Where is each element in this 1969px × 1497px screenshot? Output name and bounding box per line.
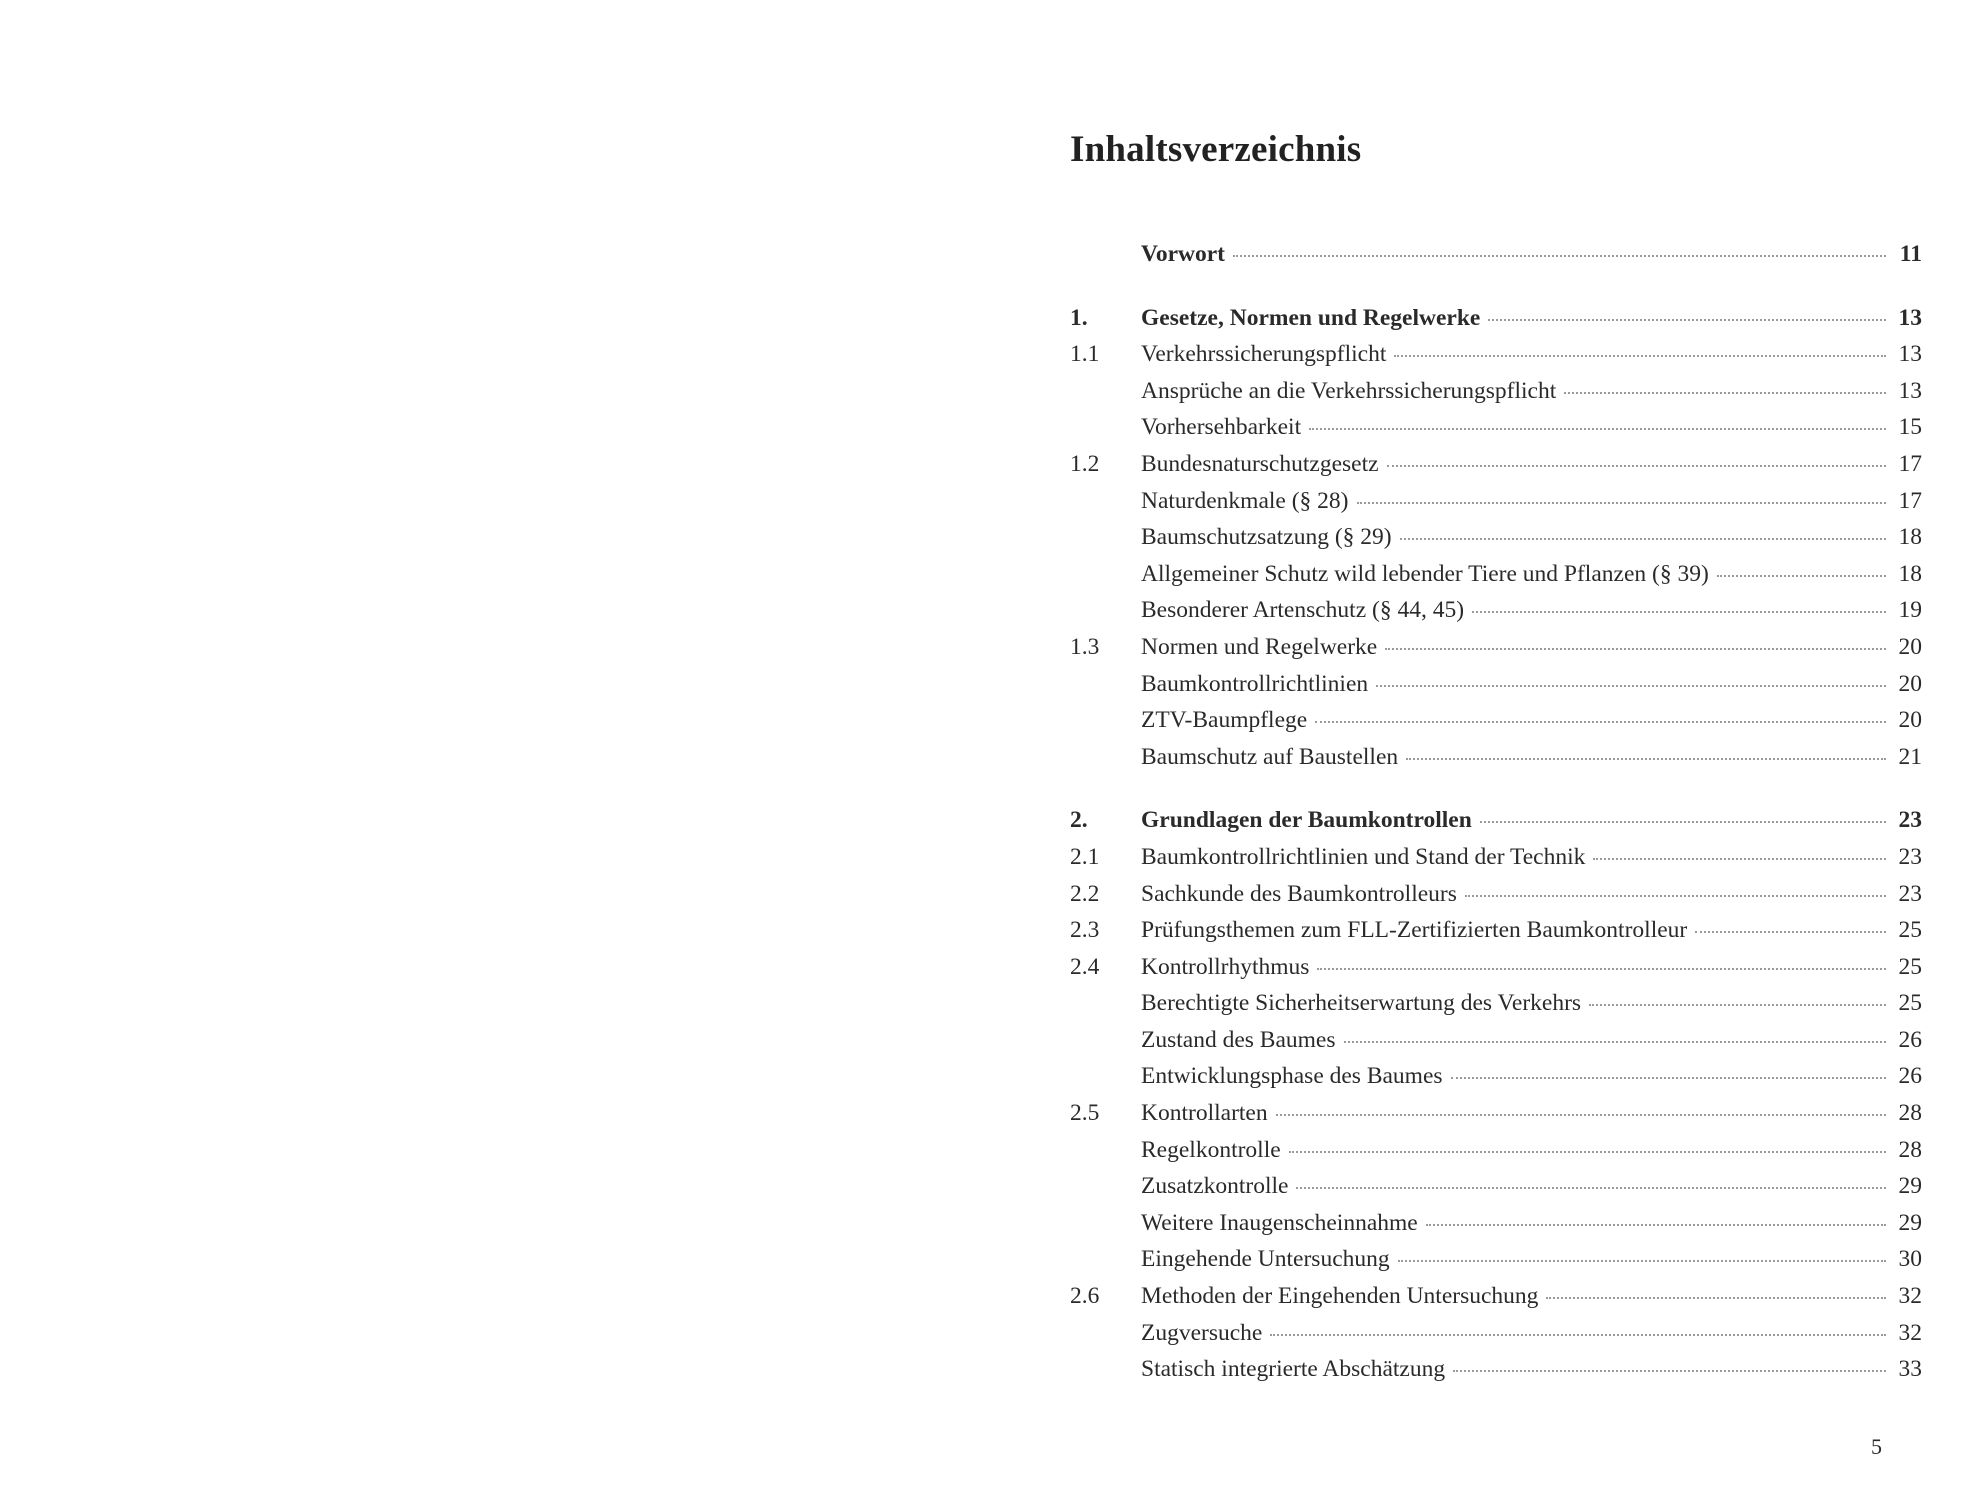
toc-dot-leader — [1472, 611, 1886, 613]
toc-entry-label: Eingehende Untersuchung — [1141, 1246, 1390, 1273]
toc-dot-leader — [1376, 685, 1886, 687]
right-page — [1070, 0, 1930, 1497]
toc-entry-page: 29 — [1898, 1209, 1922, 1236]
toc-entry — [1070, 666, 1922, 703]
toc-entry-number: 2. — [1070, 807, 1088, 834]
toc-entry — [1070, 1351, 1922, 1388]
toc-entry-page: 17 — [1898, 450, 1922, 477]
toc-dot-leader — [1387, 465, 1886, 467]
toc-dot-leader — [1453, 1370, 1886, 1372]
toc-entry-page: 15 — [1898, 414, 1922, 441]
toc-entry-label: Regelkontrolle — [1141, 1136, 1281, 1163]
toc-entry — [1070, 373, 1922, 410]
toc-dot-leader — [1717, 575, 1886, 577]
toc-dot-leader — [1309, 428, 1886, 430]
toc-entry-label: Sachkunde des Baumkontrolleurs — [1141, 880, 1457, 907]
toc-entry — [1070, 1278, 1922, 1315]
toc-entry-number: 2.3 — [1070, 917, 1100, 944]
toc-entry-label: Vorhersehbarkeit — [1141, 414, 1302, 441]
toc-entry-label: Statisch integrierte Abschätzung — [1141, 1356, 1446, 1383]
toc-entry — [1070, 592, 1922, 629]
toc-entry-page: 18 — [1898, 560, 1922, 587]
toc-entry — [1070, 839, 1922, 876]
toc-entry-label: Besonderer Artenschutz (§ 44, 45) — [1141, 597, 1465, 624]
toc-dot-leader — [1289, 1151, 1886, 1153]
toc-entry-label: Allgemeiner Schutz wild lebender Tiere und Pflanzen (§ 39) — [1141, 560, 1709, 587]
toc-entry-page: 28 — [1898, 1100, 1922, 1127]
toc-dot-leader — [1465, 895, 1886, 897]
toc-dot-leader — [1400, 538, 1886, 540]
toc-entry-page: 23 — [1898, 880, 1922, 907]
toc-entry-label: Grundlagen der Baumkontrollen — [1141, 807, 1472, 834]
toc-entry-label: Zusatzkontrolle — [1141, 1173, 1289, 1200]
toc-entry-number: 2.1 — [1070, 843, 1100, 870]
toc-entry — [1070, 876, 1922, 913]
toc-entry — [1070, 1315, 1922, 1352]
toc-entry-label: Gesetze, Normen und Regelwerke — [1141, 304, 1481, 331]
toc-dot-leader — [1589, 1004, 1886, 1006]
toc-entry — [1070, 1168, 1922, 1205]
table-of-contents — [1070, 236, 1922, 1388]
toc-entry-page: 18 — [1898, 524, 1922, 551]
toc-entry-number: 1.1 — [1070, 341, 1100, 368]
toc-entry-page: 20 — [1898, 707, 1922, 734]
toc-entry — [1070, 519, 1922, 556]
toc-entry — [1070, 446, 1922, 483]
toc-entry-page: 25 — [1898, 953, 1922, 980]
toc-dot-leader — [1276, 1114, 1886, 1116]
toc-entry-page: 23 — [1898, 843, 1922, 870]
toc-entry-page: 11 — [1899, 241, 1922, 267]
toc-entry — [1070, 300, 1922, 337]
toc-dot-leader — [1317, 968, 1886, 970]
toc-entry-number: 2.4 — [1070, 953, 1100, 980]
toc-entry-label: Naturdenkmale (§ 28) — [1141, 487, 1349, 514]
toc-entry — [1070, 985, 1922, 1022]
toc-entry — [1070, 629, 1922, 666]
toc-entry — [1070, 1241, 1922, 1278]
toc-entry-number: 2.2 — [1070, 880, 1100, 907]
toc-entry-page: 33 — [1898, 1356, 1922, 1383]
toc-entry-number: 2.5 — [1070, 1100, 1100, 1127]
toc-entry-label: Methoden der Eingehenden Untersuchung — [1141, 1283, 1539, 1310]
toc-dot-leader — [1480, 821, 1886, 823]
toc-entry-label: Prüfungsthemen zum FLL-Zertifizierten Baumkontrolleur — [1141, 917, 1688, 944]
toc-entry-page: 13 — [1898, 304, 1922, 331]
page-title: Inhaltsverzeichnis — [1070, 129, 1362, 170]
toc-entry-label: Baumkontrollrichtlinien und Stand der Technik — [1141, 843, 1586, 870]
toc-dot-leader — [1426, 1224, 1886, 1226]
toc-entry-number: 2.6 — [1070, 1283, 1100, 1310]
toc-entry — [1070, 1132, 1922, 1169]
toc-entry-label: Kontrollrhythmus — [1141, 953, 1310, 980]
toc-entry-page: 13 — [1898, 377, 1922, 404]
toc-entry-page: 25 — [1898, 990, 1922, 1017]
toc-dot-leader — [1488, 319, 1886, 321]
toc-entry — [1070, 912, 1922, 949]
toc-entry-label: Verkehrssicherungspflicht — [1141, 341, 1387, 368]
toc-dot-leader — [1394, 355, 1886, 357]
toc-entry-page: 13 — [1898, 341, 1922, 368]
toc-dot-leader — [1385, 648, 1886, 650]
toc-entry-number: 1. — [1070, 304, 1088, 331]
toc-dot-leader — [1344, 1041, 1887, 1043]
toc-dot-leader — [1695, 931, 1886, 933]
toc-dot-leader — [1270, 1334, 1886, 1336]
toc-entry — [1070, 236, 1922, 273]
toc-entry-label: Berechtigte Sicherheitserwartung des Verkehrs — [1141, 990, 1582, 1017]
toc-entry-label: Zugversuche — [1141, 1319, 1263, 1346]
toc-dot-leader — [1593, 858, 1886, 860]
toc-entry-page: 26 — [1898, 1026, 1922, 1053]
toc-dot-leader — [1315, 721, 1886, 723]
toc-entry-label: Entwicklungsphase des Baumes — [1141, 1063, 1443, 1090]
toc-entry-page: 25 — [1898, 917, 1922, 944]
toc-entry-page: 17 — [1898, 487, 1922, 514]
toc-entry-number: 1.3 — [1070, 633, 1100, 660]
toc-entry-page: 32 — [1898, 1283, 1922, 1310]
toc-entry — [1070, 739, 1922, 776]
page-number: 5 — [1871, 1434, 1882, 1459]
toc-entry-label: Kontrollarten — [1141, 1100, 1268, 1127]
toc-entry-label: Ansprüche an die Verkehrssicherungspflicht — [1141, 377, 1557, 404]
toc-entry — [1070, 1095, 1922, 1132]
toc-dot-leader — [1451, 1077, 1886, 1079]
toc-entry — [1070, 1022, 1922, 1059]
toc-entry-label: Baumkontrollrichtlinien — [1141, 670, 1369, 697]
toc-dot-leader — [1296, 1187, 1886, 1189]
toc-entry-label: Baumschutzsatzung (§ 29) — [1141, 524, 1392, 551]
toc-dot-leader — [1398, 1260, 1886, 1262]
toc-entry-label: Baumschutz auf Baustellen — [1141, 743, 1399, 770]
toc-entry-number: 1.2 — [1070, 450, 1100, 477]
toc-entry — [1070, 409, 1922, 446]
toc-entry — [1070, 483, 1922, 520]
toc-entry-page: 23 — [1898, 807, 1922, 834]
toc-entry — [1070, 1058, 1922, 1095]
toc-entry — [1070, 802, 1922, 839]
toc-dot-leader — [1233, 255, 1886, 257]
toc-entry-page: 26 — [1898, 1063, 1922, 1090]
toc-entry-page: 19 — [1898, 597, 1922, 624]
toc-dot-leader — [1357, 502, 1886, 504]
toc-entry-label: Zustand des Baumes — [1141, 1026, 1336, 1053]
toc-entry — [1070, 556, 1922, 593]
toc-dot-leader — [1546, 1297, 1886, 1299]
toc-entry-page: 20 — [1898, 670, 1922, 697]
toc-entry-page: 20 — [1898, 633, 1922, 660]
toc-entry-page: 32 — [1898, 1319, 1922, 1346]
toc-entry — [1070, 336, 1922, 373]
toc-dot-leader — [1564, 392, 1886, 394]
toc-entry-page: 29 — [1898, 1173, 1922, 1200]
toc-entry-label: ZTV-Baumpflege — [1141, 707, 1308, 734]
toc-entry — [1070, 702, 1922, 739]
toc-entry-label: Normen und Regelwerke — [1141, 633, 1378, 660]
toc-entry-page: 30 — [1898, 1246, 1922, 1273]
toc-entry-page: 21 — [1898, 743, 1922, 770]
toc-entry-label: Weitere Inaugenscheinnahme — [1141, 1209, 1418, 1236]
toc-entry — [1070, 949, 1922, 986]
toc-entry-label: Vorwort — [1141, 241, 1225, 267]
toc-entry — [1070, 1205, 1922, 1242]
toc-entry-label: Bundesnaturschutzgesetz — [1141, 450, 1379, 477]
toc-dot-leader — [1406, 758, 1886, 760]
toc-entry-page: 28 — [1898, 1136, 1922, 1163]
